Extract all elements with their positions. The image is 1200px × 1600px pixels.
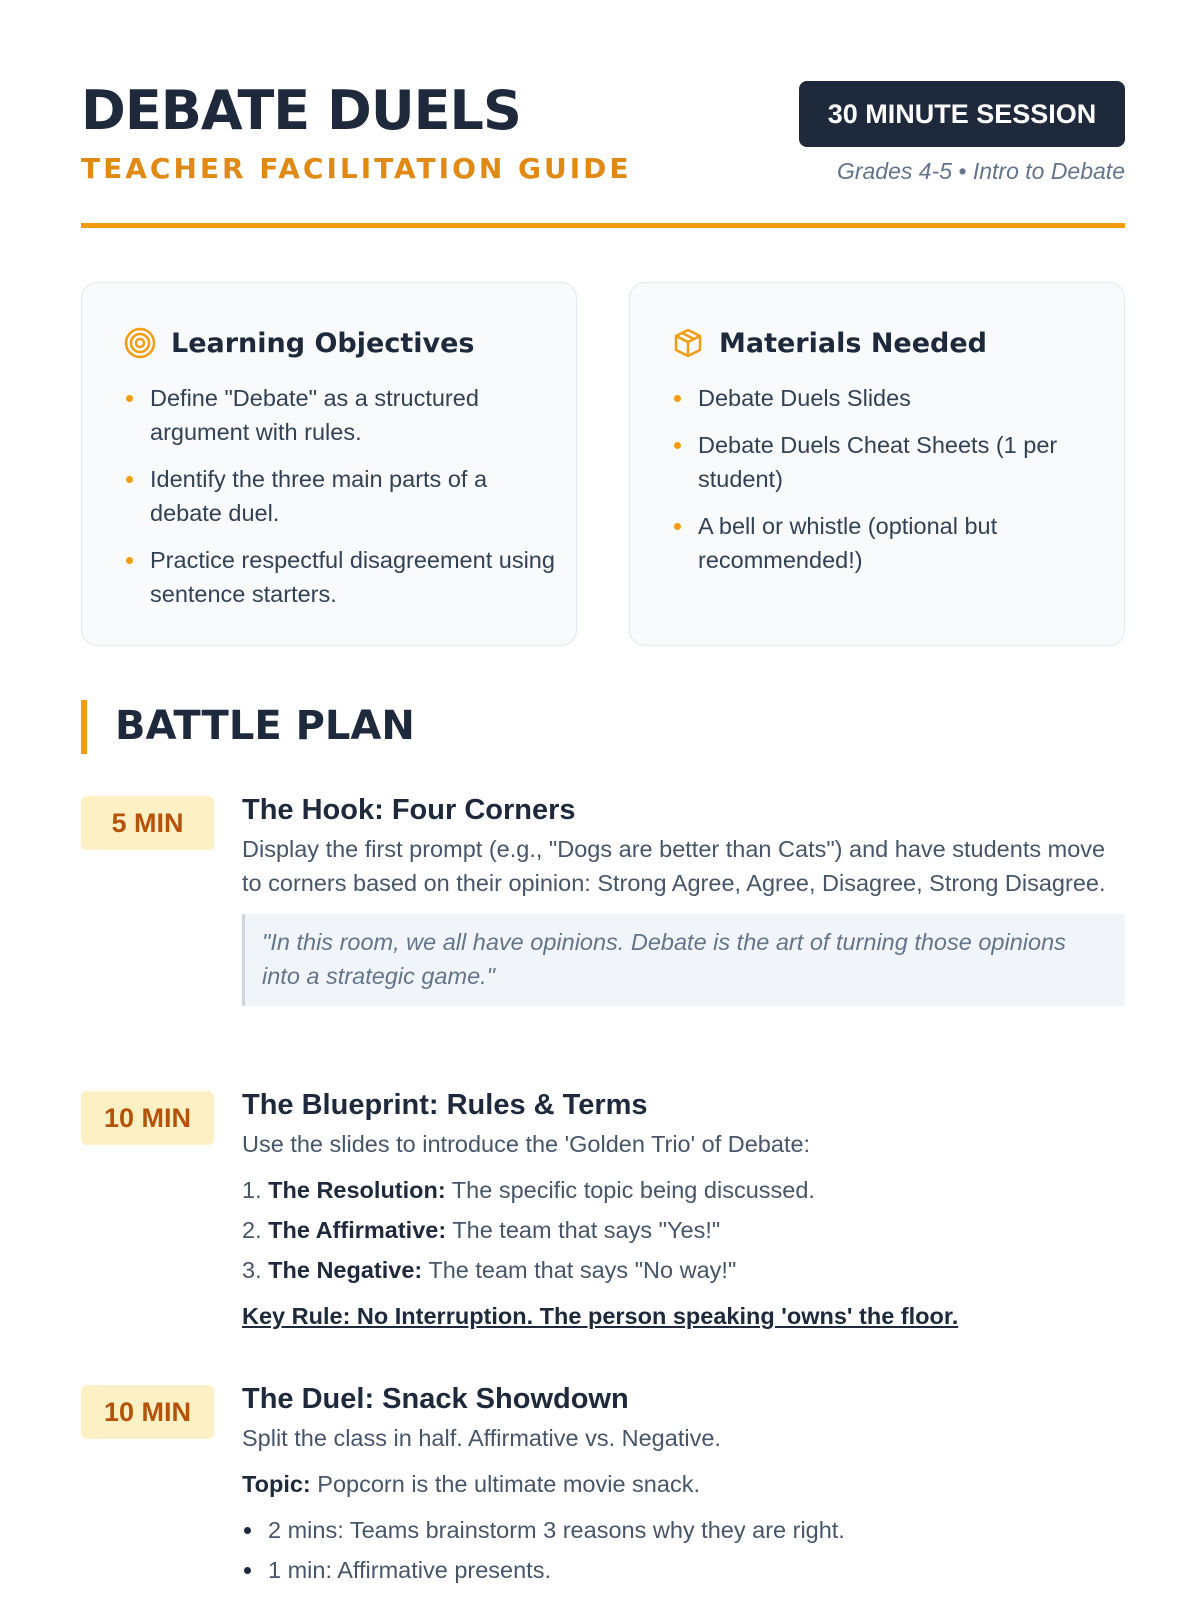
step-body bbox=[242, 1385, 1125, 1593]
page-subtitle: TEACHER FACILITATION GUIDE bbox=[81, 152, 632, 185]
teacher-quote: "In this room, we all have opinions. Debate is the art of turning those opinions into a strategic game." bbox=[242, 914, 1125, 1006]
materials-needed-header bbox=[672, 327, 987, 359]
step-body bbox=[242, 1091, 1125, 1333]
list-item: Identify the three main parts of a debate duel. bbox=[124, 462, 556, 530]
learning-objectives-title: Learning Objectives bbox=[171, 327, 475, 359]
box-icon bbox=[672, 327, 704, 359]
list-item: Define "Debate" as a structured argument with rules. bbox=[124, 381, 556, 449]
info-cards bbox=[81, 282, 1125, 646]
list-item: Debate Duels Cheat Sheets (1 per student) bbox=[672, 428, 1104, 496]
learning-objectives-card bbox=[81, 282, 577, 646]
topic-line bbox=[242, 1467, 1125, 1501]
bullet-dot bbox=[674, 395, 681, 402]
bullet-dot bbox=[244, 1527, 251, 1534]
numbered-item: 3. The Negative: The team that says "No way!" bbox=[242, 1257, 737, 1283]
step-title: The Duel: Snack Showdown bbox=[242, 1383, 629, 1415]
guide-header bbox=[81, 0, 1125, 228]
step-description: Split the class in half. Affirmative vs. Negative. bbox=[242, 1425, 721, 1451]
list-item: 1 min: Affirmative presents. bbox=[242, 1553, 1125, 1587]
step-description: Use the slides to introduce the 'Golden Trio' of Debate: bbox=[242, 1131, 811, 1157]
battle-plan-heading bbox=[81, 700, 415, 754]
step-title: The Hook: Four Corners bbox=[242, 794, 576, 826]
time-badge: 5 MIN bbox=[81, 796, 214, 850]
list-item: Debate Duels Slides bbox=[672, 381, 1104, 415]
page-title: DEBATE DUELS bbox=[81, 79, 521, 142]
step-description: Display the first prompt (e.g., "Dogs are better than Cats") and have students move to corners based on their opinion: Strong Agree, Agree, Disagree, Strong Disagree. bbox=[242, 836, 1106, 896]
target-icon bbox=[124, 327, 156, 359]
bullet-dot bbox=[126, 395, 133, 402]
step-body bbox=[242, 796, 1125, 1006]
key-rule-text: Key Rule: No Interruption. The person speaking 'owns' the floor. bbox=[242, 1303, 959, 1329]
step-title: The Blueprint: Rules & Terms bbox=[242, 1089, 648, 1121]
battle-plan-title: BATTLE PLAN bbox=[115, 703, 415, 749]
learning-objectives-list bbox=[124, 381, 556, 624]
list-item: 2 mins: Teams brainstorm 3 reasons why they are right. bbox=[242, 1513, 1125, 1547]
materials-list bbox=[672, 381, 1104, 590]
topic-text: Popcorn is the ultimate movie snack. bbox=[310, 1471, 700, 1497]
duel-steps-list bbox=[242, 1513, 1125, 1587]
grade-level-text: Grades 4-5 • Intro to Debate bbox=[836, 158, 1125, 184]
bullet-dot bbox=[674, 442, 681, 449]
facilitation-guide-page bbox=[81, 0, 1125, 1583]
bullet-dot bbox=[244, 1567, 251, 1574]
materials-needed-card bbox=[629, 282, 1125, 646]
bullet-dot bbox=[674, 523, 681, 530]
time-badge: 10 MIN bbox=[81, 1091, 214, 1145]
topic-label: Topic: bbox=[242, 1471, 311, 1497]
bullet-dot bbox=[126, 557, 133, 564]
bullet-dot bbox=[126, 476, 133, 483]
list-item: A bell or whistle (optional but recommended!) bbox=[672, 509, 1104, 577]
numbered-item: 2. The Affirmative: The team that says "Yes!" bbox=[242, 1217, 721, 1243]
materials-needed-title: Materials Needed bbox=[719, 327, 988, 359]
session-length-badge: 30 MINUTE SESSION bbox=[799, 81, 1125, 147]
numbered-item: 1. The Resolution: The specific topic being discussed. bbox=[242, 1177, 815, 1203]
list-item: Practice respectful disagreement using sentence starters. bbox=[124, 543, 556, 611]
time-badge: 10 MIN bbox=[81, 1385, 214, 1439]
learning-objectives-header bbox=[124, 327, 474, 359]
